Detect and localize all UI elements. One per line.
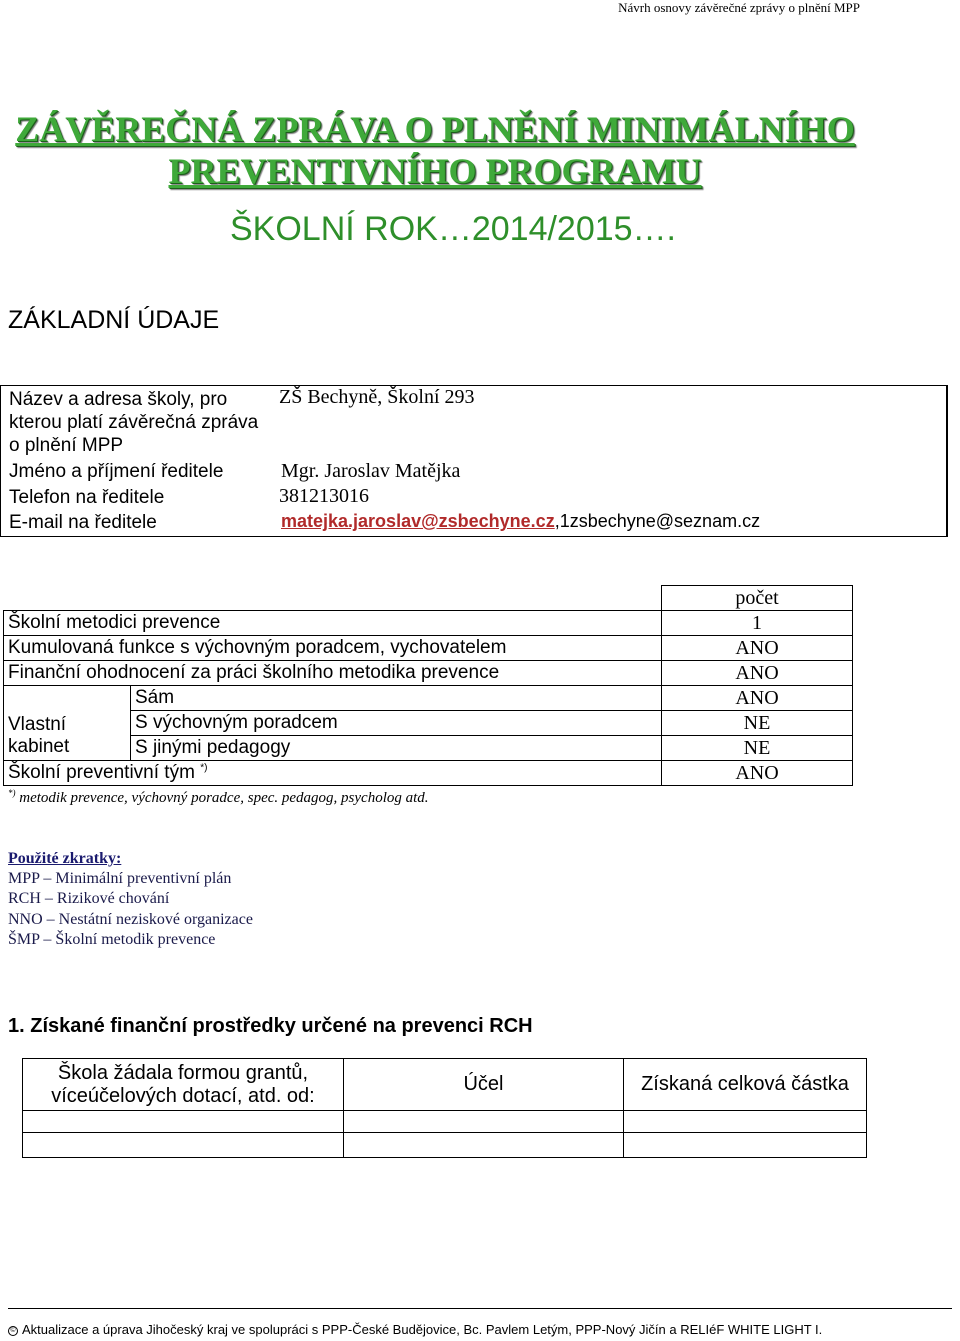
- basic-data-heading: ZÁKLADNÍ ÚDAJE: [8, 306, 220, 334]
- abbreviation-item: ŠMP – Školní metodik prevence: [8, 931, 216, 948]
- director-label: Jméno a příjmení ředitele: [9, 461, 224, 482]
- team-value: ANO: [662, 761, 853, 786]
- email-label: E-mail na ředitele: [9, 512, 157, 533]
- abbreviation-item: RCH – Rizikové chování: [8, 890, 170, 907]
- metodik-row-value: 1: [662, 611, 853, 636]
- team-label: Školní preventivní tým *): [4, 761, 662, 786]
- finance-cell[interactable]: [344, 1111, 624, 1133]
- finance-col-purpose: Účel: [344, 1059, 624, 1111]
- phone-label: Telefon na ředitele: [9, 487, 165, 508]
- office-row-value: NE: [662, 736, 853, 761]
- metodik-row-label: Školní metodici prevence: [4, 611, 662, 636]
- office-row-label: Sám: [131, 686, 662, 711]
- director-value: Mgr. Jaroslav Matějka: [281, 460, 461, 482]
- basic-info-table: [0, 385, 948, 537]
- metodik-table: [3, 585, 853, 786]
- finance-cell[interactable]: [344, 1133, 624, 1158]
- phone-value: 381213016: [279, 485, 369, 507]
- page-title-line1: ZÁVĚREČNÁ ZPRÁVA O PLNĚNÍ MINIMÁLNÍHO: [15, 109, 855, 149]
- finance-col-amount: Získaná celková částka: [624, 1059, 867, 1111]
- office-row-label: S jinými pedagogy: [131, 736, 662, 761]
- finance-cell[interactable]: [624, 1111, 867, 1133]
- header-note: Návrh osnovy závěrečné zprávy o plnění MPP: [618, 0, 860, 15]
- finance-cell[interactable]: [624, 1133, 867, 1158]
- footer: © Aktualizace a úprava Jihočeský kraj ve spolupráci s PPP-České Budějovice, Bc. Pavlem Letým, PPP-Nový Jičín a RELIéF WHITE LIGHT I.: [8, 1322, 822, 1337]
- finance-table: [22, 1058, 867, 1158]
- email-link[interactable]: matejka.jaroslav@zsbechyne.cz: [281, 511, 555, 531]
- office-row-label: S výchovným poradcem: [131, 711, 662, 736]
- school-year: ŠKOLNÍ ROK…2014/2015….: [230, 210, 677, 248]
- metodik-row-value: ANO: [662, 661, 853, 686]
- office-label: Vlastní kabinet: [4, 686, 131, 761]
- abbreviations-heading: Použité zkratky:: [8, 850, 122, 867]
- school-label-2: kterou platí závěrečná zpráva: [9, 412, 259, 433]
- metodik-row-value: ANO: [662, 636, 853, 661]
- footnote: *) metodik prevence, výchovný poradce, spec. pedagog, psycholog atd.: [8, 788, 429, 806]
- footer-divider: [8, 1308, 952, 1309]
- metodik-row-label: Kumulovaná funkce s výchovným poradcem, vychovatelem: [4, 636, 662, 661]
- email-rest: ,1zsbechyne@seznam.cz: [554, 511, 761, 531]
- count-header: počet: [662, 586, 853, 611]
- finance-cell[interactable]: [23, 1133, 344, 1158]
- metodik-row-label: Finanční ohodnocení za práci školního metodika prevence: [4, 661, 662, 686]
- finance-col-source: Škola žádala formou grantů, víceúčelových dotací, atd. od:: [23, 1059, 344, 1111]
- school-label-1: Název a adresa školy, pro: [9, 389, 228, 410]
- page-title-line2: PREVENTIVNÍHO PROGRAMU: [168, 151, 702, 191]
- section-1-heading: 1. Získané finanční prostředky určené na prevenci RCH: [8, 1015, 533, 1037]
- copyright-icon: ©: [8, 1326, 18, 1336]
- office-row-value: ANO: [662, 686, 853, 711]
- school-label-3: o plnění MPP: [9, 435, 124, 456]
- school-value: ZŠ Bechyně, Školní 293: [279, 386, 475, 408]
- abbreviation-item: MPP – Minimální preventivní plán: [8, 870, 232, 887]
- office-row-value: NE: [662, 711, 853, 736]
- abbreviation-item: NNO – Nestátní neziskové organizace: [8, 911, 253, 928]
- finance-cell[interactable]: [23, 1111, 344, 1133]
